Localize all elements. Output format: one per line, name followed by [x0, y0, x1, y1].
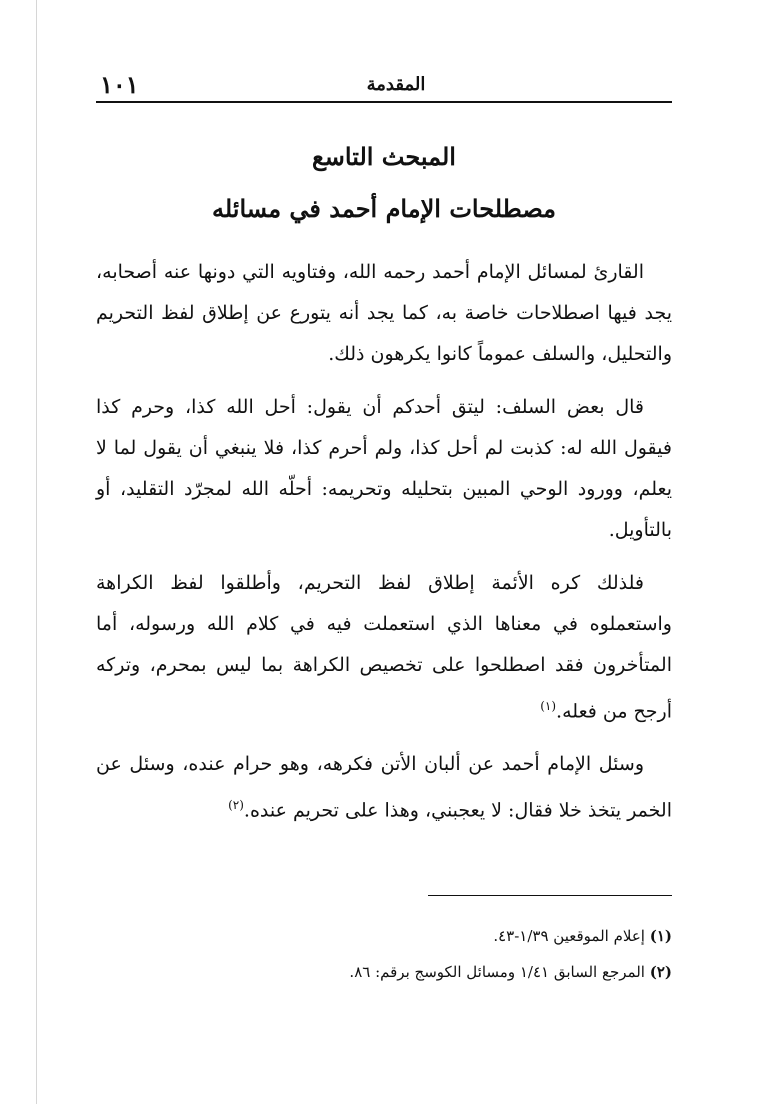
footnote-marker: (١) [649, 927, 672, 945]
footnote [96, 954, 672, 990]
chapter-subtitle: مصطلحات الإمام أحمد في مسائله [211, 194, 557, 223]
page-header [96, 64, 672, 104]
paragraph-text: القارئ لمسائل الإمام أحمد رحمه الله، وفتاويه التي دونها عنه أصحابه، يجد فيها اصطلاحات خاصة به، كما يجد أنه يتورع عن إطلاق لفظ التحريم والتحليل، والسلف عموماً كانوا يكرهون ذلك. [96, 261, 672, 365]
paragraph-text: فلذلك كره الأئمة إطلاق لفظ التحريم، وأطلقوا لفظ الكراهة واستعملوه في معناها الذي استعملت فيه في كلام الله ورسوله، أما المتأخرون فقد اصطلحوا على تخصيص الكراهة بما ليس بمحرم، وتركه أرجح من فعله. [96, 572, 672, 723]
paragraph [96, 387, 672, 551]
paragraph-text: قال بعض السلف: ليتق أحدكم أن يقول: أحل الله كذا، وحرم كذا فيقول الله له: كذبت لم أحل كذا، ولم أحرم كذا، فلا ينبغي أن يقول لما لا يعلم، وورود الوحي المبين بتحليله وتحريمه: أحلّه الله لمجرّد التقليد، أو بالتأويل. [96, 396, 672, 541]
footnote-rule [428, 895, 672, 896]
footnote-ref: (١) [540, 699, 557, 713]
paragraph [96, 252, 672, 375]
footnote-marker: (٢) [649, 963, 672, 981]
paragraph [96, 744, 672, 831]
running-head: المقدمة [366, 74, 426, 95]
page-number: ١٠١ [100, 70, 139, 99]
footnote-text: إعلام الموقعين ١/٣٩-٤٣. [493, 927, 645, 945]
chapter-title: المبحث التاسع [312, 142, 456, 171]
footnotes [96, 918, 672, 990]
body-text [96, 252, 672, 844]
footnote [96, 918, 672, 954]
header-rule [96, 101, 672, 103]
paragraph-text: وسئل الإمام أحمد عن ألبان الأتن فكرهه، وهو حرام عنده، وسئل عن الخمر يتخذ خلا فقال: لا يعجبني، وهذا على تحريم عنده. [96, 753, 672, 822]
footnote-ref: (٢) [228, 798, 244, 813]
paragraph [96, 563, 672, 732]
footnote-text: المرجع السابق ١/٤١ ومسائل الكوسج برقم: ٨٦. [349, 963, 645, 981]
page-left-edge [36, 0, 37, 1104]
